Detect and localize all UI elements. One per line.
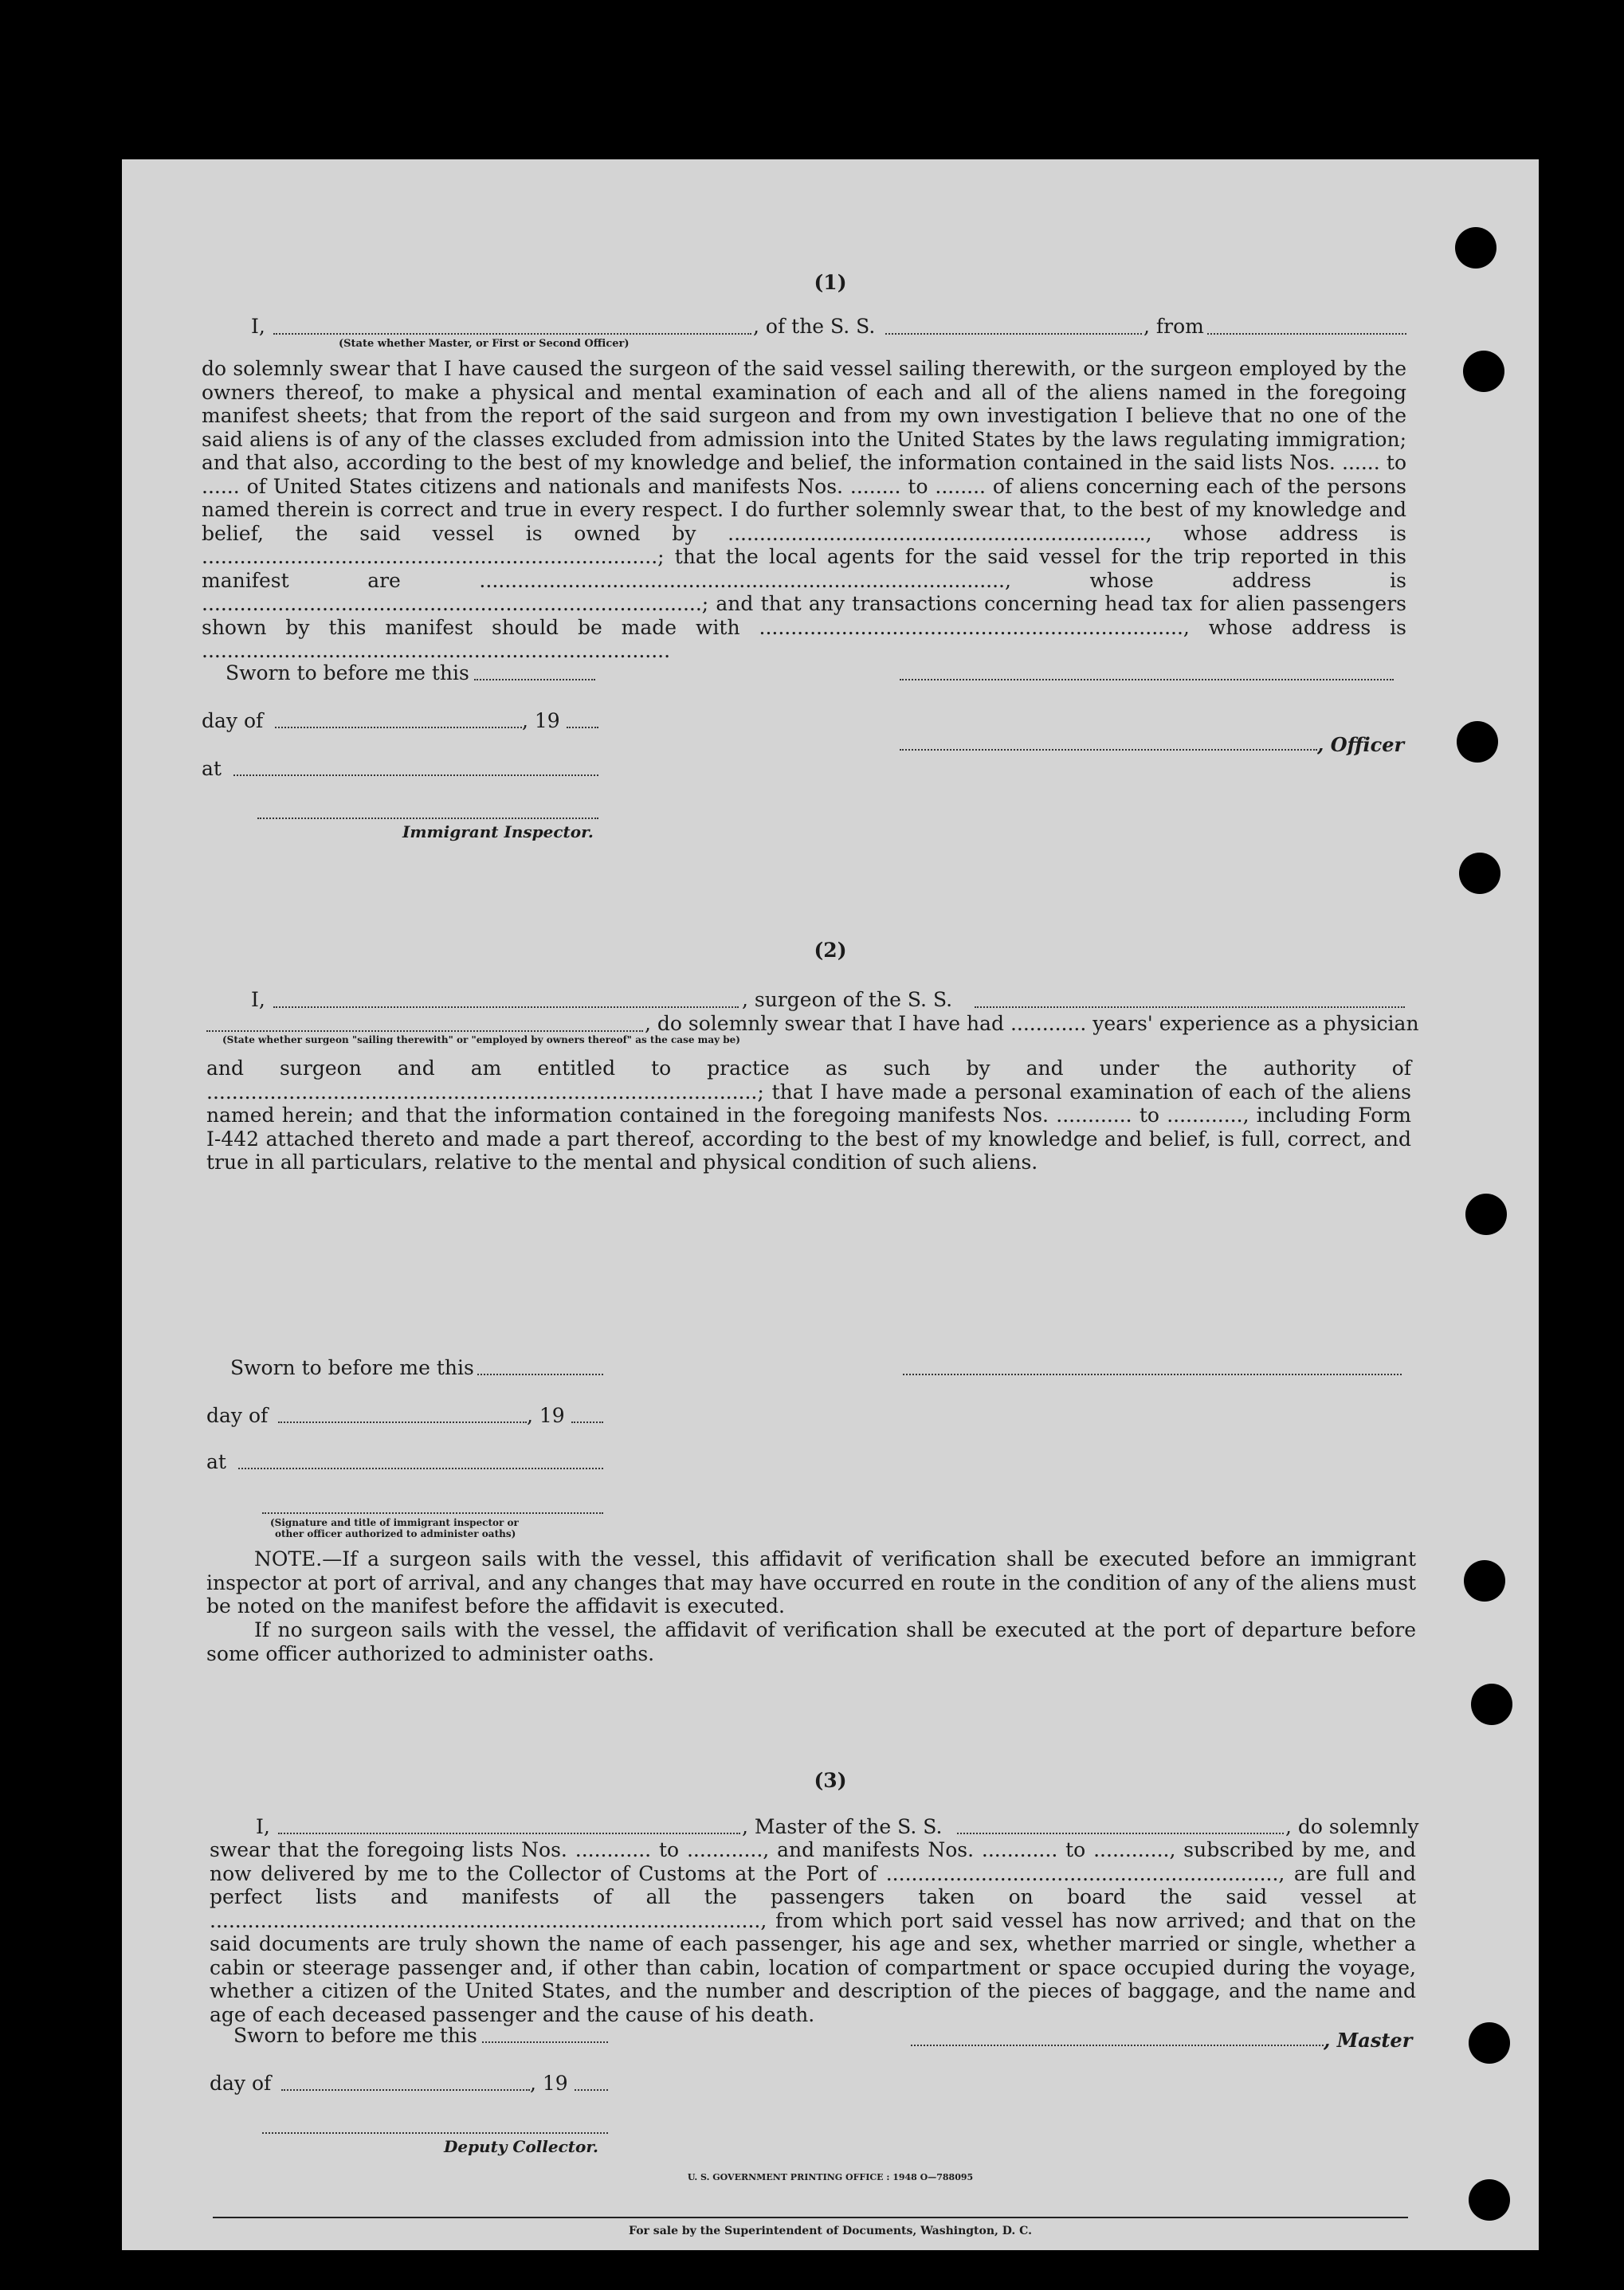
sale-notice: For sale by the Superintendent of Documents, Washington, D. C.: [629, 2225, 1032, 2237]
section-2-number: (2): [814, 939, 847, 962]
s2-sworn-field[interactable]: [477, 1374, 603, 1375]
s3-collector-line[interactable]: [262, 2132, 608, 2134]
punch-hole: [1471, 1684, 1512, 1725]
s3-collector-title: Deputy Collector.: [444, 2137, 599, 2156]
note-label: NOTE.: [254, 1547, 323, 1570]
s2-inspector-line[interactable]: [262, 1512, 603, 1514]
punch-hole: [1457, 721, 1498, 763]
punch-hole: [1455, 227, 1497, 269]
s1-oath-text: do solemnly swear that I have caused the surgeon of the said vessel sailing therewith, or the surgeon employed by the owners thereof, to make a physical and mental examination of each and all of the aliens named in the foregoing manifest sheets; that from the report of the said surgeon and from my own investigation I believe that no one of the said aliens is of any of the classes excluded from admission into the United States by the laws regulating immigration; and that also, according to the best of my knowledge and belief, the information contained in the said lists Nos. ...... to ...... of United States citizens and nationals and manifests Nos. ........ to ........ of aliens concerning each of the persons named therein is correct and true in every respect. I do further solemnly swear that, to the best of my knowledge and belief, the said vessel is owned by .................................................................., whose address is ........................................................................; that the local agents for the said vessel for the trip reported in this manifest are ..................................................................................., whose address is ...............................................................................; and that any transactions concerning head tax for alien passengers shown by this manifest should be made with ..................................................................., whose address is ..........................................................................: [202, 357, 1406, 662]
s1-at-label: at: [202, 757, 222, 780]
s1-year-field[interactable]: [567, 727, 598, 728]
s3-master-signature-line[interactable]: [911, 2045, 1324, 2046]
s1-inspector-title: Immigrant Inspector.: [402, 822, 594, 841]
s2-oath-text: and surgeon and am entitled to practice as such by and under the authority of .......................................................................................; that I have made a personal examination of each of the aliens named herein; and that the information contained in the foregoing manifests Nos. ............ to ............, including Form I-442 attached thereto and made a part thereof, according to the best of my knowledge and belief, is full, correct, and true in all particulars, relative to the mental and physical condition of such aliens.: [206, 1057, 1411, 1174]
punch-hole: [1469, 2179, 1510, 2221]
s1-i-label: I,: [251, 315, 265, 338]
s2-ship-field[interactable]: [975, 1006, 1405, 1008]
note-text-1: —If a surgeon sails with the vessel, this affidavit of verification shall be executed before an immigrant inspector at port of arrival, and any changes that may have occurred en route in the condition of any of the aliens must be noted on the manifest before the affidavit is executed.: [206, 1547, 1416, 1618]
s2-year-label: , 19: [527, 1404, 565, 1427]
punch-hole: [1463, 351, 1504, 392]
s1-ss-label: , of the S. S.: [753, 315, 876, 338]
s2-surgeon-field[interactable]: [273, 1006, 739, 1008]
s3-oath-text: swear that the foregoing lists Nos. ............ to ............, and manifests Nos. ............ to ............, subscribed by me, and now delivered by me to the Collector of Customs at the Port of .............................................................., are full and perfect lists and manifests of all the passengers taken on board the said vessel at ......................................................................................., from which port said vessel has now arrived; and that on the said documents are truly shown the name of each passenger, his age and sex, whether married or single, whether a cabin or steerage passenger and, if other than cabin, location of compartment or space occupied during the voyage, whether a citizen of the United States, and the number and description of the pieces of baggage, and the name and age of each deceased passenger and the cause of his death.: [210, 1838, 1416, 2026]
s1-day-field[interactable]: [275, 727, 522, 728]
s1-day-label: day of: [202, 709, 264, 732]
s2-sworn-label: Sworn to before me this: [230, 1356, 474, 1379]
s2-sig-note-2: other officer authorized to administer oaths): [275, 1528, 516, 1539]
s3-year-field[interactable]: [575, 2089, 608, 2091]
s1-from-label: , from: [1143, 315, 1204, 338]
s3-master-title: , Master: [1324, 2029, 1413, 2052]
s1-at-field[interactable]: [233, 774, 598, 776]
s2-signature-line[interactable]: [903, 1374, 1402, 1375]
s3-master-label: , Master of the S. S.: [742, 1815, 943, 1838]
s3-solemnly-label: , do solemnly: [1285, 1815, 1419, 1838]
note-paragraph-2: If no surgeon sails with the vessel, the affidavit of verification shall be executed at the port of departure before some officer authorized to administer oaths.: [206, 1618, 1416, 1665]
punch-hole: [1469, 2022, 1510, 2064]
form-page: [122, 159, 1539, 2250]
s2-day-label: day of: [206, 1404, 269, 1427]
s3-i-label: I,: [256, 1815, 270, 1838]
s3-master-name-field[interactable]: [278, 1833, 740, 1834]
s1-officer-line[interactable]: [900, 749, 1317, 751]
s1-ship-field[interactable]: [885, 333, 1142, 335]
s3-year-label: , 19: [530, 2072, 568, 2095]
section-3-number: (3): [814, 1769, 847, 1792]
s1-from-field[interactable]: [1207, 333, 1406, 335]
s3-day-field[interactable]: [281, 2089, 530, 2091]
s3-day-label: day of: [210, 2072, 272, 2095]
s1-officer-field[interactable]: [273, 333, 751, 335]
s2-at-field[interactable]: [238, 1468, 603, 1469]
s2-sig-note-1: (Signature and title of immigrant inspector or: [270, 1517, 519, 1528]
punch-hole: [1464, 1560, 1505, 1602]
s2-day-field[interactable]: [278, 1421, 527, 1423]
s2-i-label: I,: [251, 988, 265, 1011]
s1-inspector-line[interactable]: [257, 818, 598, 819]
s2-status-note: (State whether surgeon "sailing therewith" or "employed by owners thereof" as the case may be): [222, 1034, 740, 1045]
s1-signature-line[interactable]: [900, 679, 1394, 680]
s1-officer-note: (State whether Master, or First or Second Officer): [339, 338, 630, 350]
gpo-imprint: U. S. GOVERNMENT PRINTING OFFICE : 1948 O—788095: [687, 2172, 974, 2182]
punch-hole: [1465, 1194, 1507, 1235]
s1-sworn-field[interactable]: [474, 679, 595, 680]
punch-hole: [1459, 853, 1500, 894]
s2-status-field[interactable]: [206, 1030, 643, 1032]
s3-sworn-field[interactable]: [482, 2041, 608, 2043]
s1-officer-title: , Officer: [1317, 733, 1405, 756]
section-1-number: (1): [814, 271, 847, 294]
s1-sworn-label: Sworn to before me this: [226, 661, 469, 684]
s2-at-label: at: [206, 1450, 226, 1473]
note-paragraph-1: [206, 1547, 1416, 1618]
s2-ss-label: , surgeon of the S. S.: [742, 988, 953, 1011]
s3-ship-field[interactable]: [957, 1833, 1284, 1834]
s3-sworn-label: Sworn to before me this: [233, 2024, 477, 2047]
s2-year-field[interactable]: [571, 1421, 603, 1423]
s1-year-label: , 19: [522, 709, 560, 732]
s2-experience-text: , do solemnly swear that I have had ............ years' experience as a physician: [645, 1012, 1419, 1035]
